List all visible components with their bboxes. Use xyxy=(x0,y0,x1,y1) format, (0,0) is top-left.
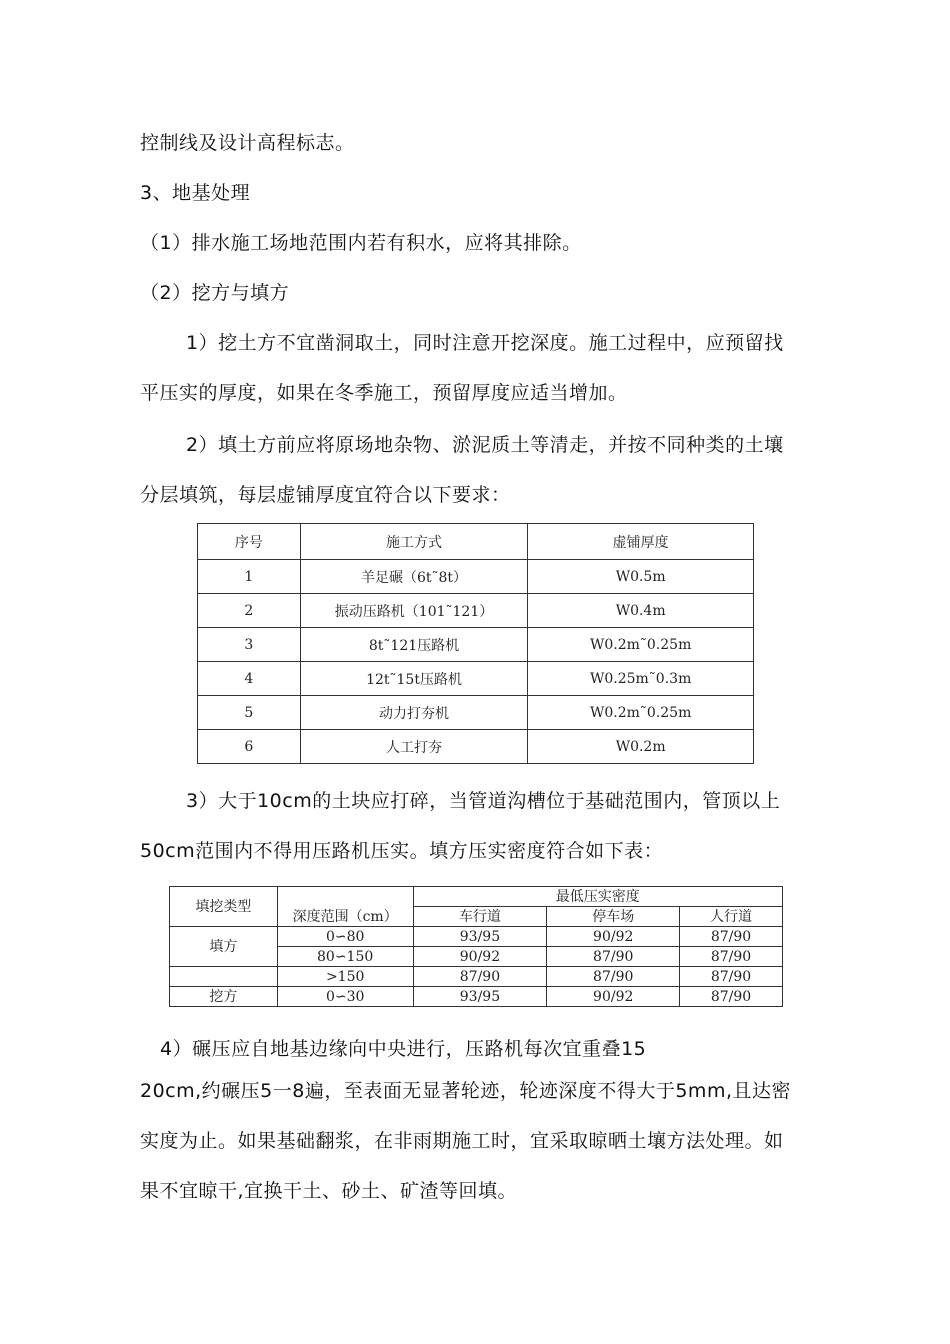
table-cell: 87/90 xyxy=(680,967,783,987)
table-cell: 87/90 xyxy=(680,987,783,1007)
table-cell: >150 xyxy=(277,967,413,987)
table-cell: 羊足碾（6t˜8t） xyxy=(300,560,528,594)
compaction-density-table xyxy=(169,886,783,1007)
table-row xyxy=(198,662,754,696)
table-row xyxy=(198,696,754,730)
table-cell: 90/92 xyxy=(547,927,680,947)
table-row xyxy=(170,967,783,987)
table-cell: 93/95 xyxy=(413,987,547,1007)
table-cell: 87/90 xyxy=(547,947,680,967)
subsection-heading: （2）挖方与填方 xyxy=(140,282,290,304)
table-header-cell: 施工方式 xyxy=(300,524,528,560)
table-cell: 填方 xyxy=(170,927,278,967)
table-cell: 人工打夯 xyxy=(300,730,528,764)
table-cell: W0.4m xyxy=(528,594,754,628)
table-cell: 80∽150 xyxy=(277,947,413,967)
table-row xyxy=(198,628,754,662)
loose-thickness-table xyxy=(197,523,754,764)
table-header-cell: 虚铺厚度 xyxy=(528,524,754,560)
table-header-cell: 车行道 xyxy=(413,907,547,927)
table-cell: 87/90 xyxy=(547,967,680,987)
table-cell: 87/90 xyxy=(680,947,783,967)
text-line: 分层填筑，每层虚铺厚度宜符合以下要求： xyxy=(140,484,511,506)
table-header-cell: 最低压实密度 xyxy=(413,887,782,907)
table-cell: W0.2m˜0.25m xyxy=(528,628,754,662)
table-row xyxy=(170,927,783,947)
text-line: 20cm,约碾压5一8遍，至表面无显著轮迹，轮迹深度不得大于5mm,且达密 xyxy=(140,1080,791,1102)
table-cell: 87/90 xyxy=(680,927,783,947)
table-cell: 93/95 xyxy=(413,927,547,947)
table-header-cell: 序号 xyxy=(198,524,301,560)
table-cell: 动力打夯机 xyxy=(300,696,528,730)
table-cell: W0.2m xyxy=(528,730,754,764)
text-line: 2）填土方前应将原场地杂物、淤泥质土等清走，并按不同种类的土壤 xyxy=(186,434,784,456)
table-cell: 4 xyxy=(198,662,301,696)
table-row xyxy=(198,560,754,594)
table-row xyxy=(198,594,754,628)
table-cell: 12t˜15t压路机 xyxy=(300,662,528,696)
table-cell: W0.25m˜0.3m xyxy=(528,662,754,696)
table-cell: W0.2m˜0.25m xyxy=(528,696,754,730)
table-cell: 2 xyxy=(198,594,301,628)
text-line: 控制线及设计高程标志。 xyxy=(140,132,355,154)
table-header-cell: 人行道 xyxy=(680,907,783,927)
table-cell xyxy=(170,967,278,987)
table-cell: 0∽80 xyxy=(277,927,413,947)
section-heading: 3、地基处理 xyxy=(140,182,251,204)
table-cell: 1 xyxy=(198,560,301,594)
text-line: 50cm范围内不得用压路机压实。填方压实密度符合如下表： xyxy=(140,840,664,862)
table-header-row xyxy=(198,524,754,560)
table-cell: W0.5m xyxy=(528,560,754,594)
table-cell: 0∽30 xyxy=(277,987,413,1007)
text-line: 3）大于10cm的土块应打碎，当管道沟槽位于基础范围内，管顶以上 xyxy=(186,790,781,812)
table-cell: 90/92 xyxy=(413,947,547,967)
table-cell: 8t˜121压路机 xyxy=(300,628,528,662)
table-header-row xyxy=(170,887,783,907)
table-header-cell: 停车场 xyxy=(547,907,680,927)
table-cell: 挖方 xyxy=(170,987,278,1007)
table-cell: 3 xyxy=(198,628,301,662)
table-cell: 90/92 xyxy=(547,987,680,1007)
table-cell: 6 xyxy=(198,730,301,764)
table-row xyxy=(170,987,783,1007)
text-line: 实度为止。如果基础翻浆，在非雨期施工时，宜采取晾晒土壤方法处理。如 xyxy=(140,1130,784,1152)
table-header-cell: 填挖类型 xyxy=(170,887,278,927)
table-cell: 振动压路机（101˜121） xyxy=(300,594,528,628)
text-line: 4）碾压应自地基边缘向中央进行，压路机每次宜重叠15 xyxy=(160,1038,647,1060)
table-header-cell: 深度范围（cm） xyxy=(277,887,413,927)
text-line: 平压实的厚度，如果在冬季施工，预留厚度应适当增加。 xyxy=(140,382,628,404)
table-row xyxy=(198,730,754,764)
table-cell: 87/90 xyxy=(413,967,547,987)
text-line: 1）挖土方不宜凿洞取土，同时注意开挖深度。施工过程中，应预留找 xyxy=(186,332,784,354)
table-cell: 5 xyxy=(198,696,301,730)
text-line: （1）排水施工场地范围内若有积水，应将其排除。 xyxy=(140,232,582,254)
text-line: 果不宜晾干,宜换干土、砂土、矿渣等回填。 xyxy=(140,1180,518,1202)
